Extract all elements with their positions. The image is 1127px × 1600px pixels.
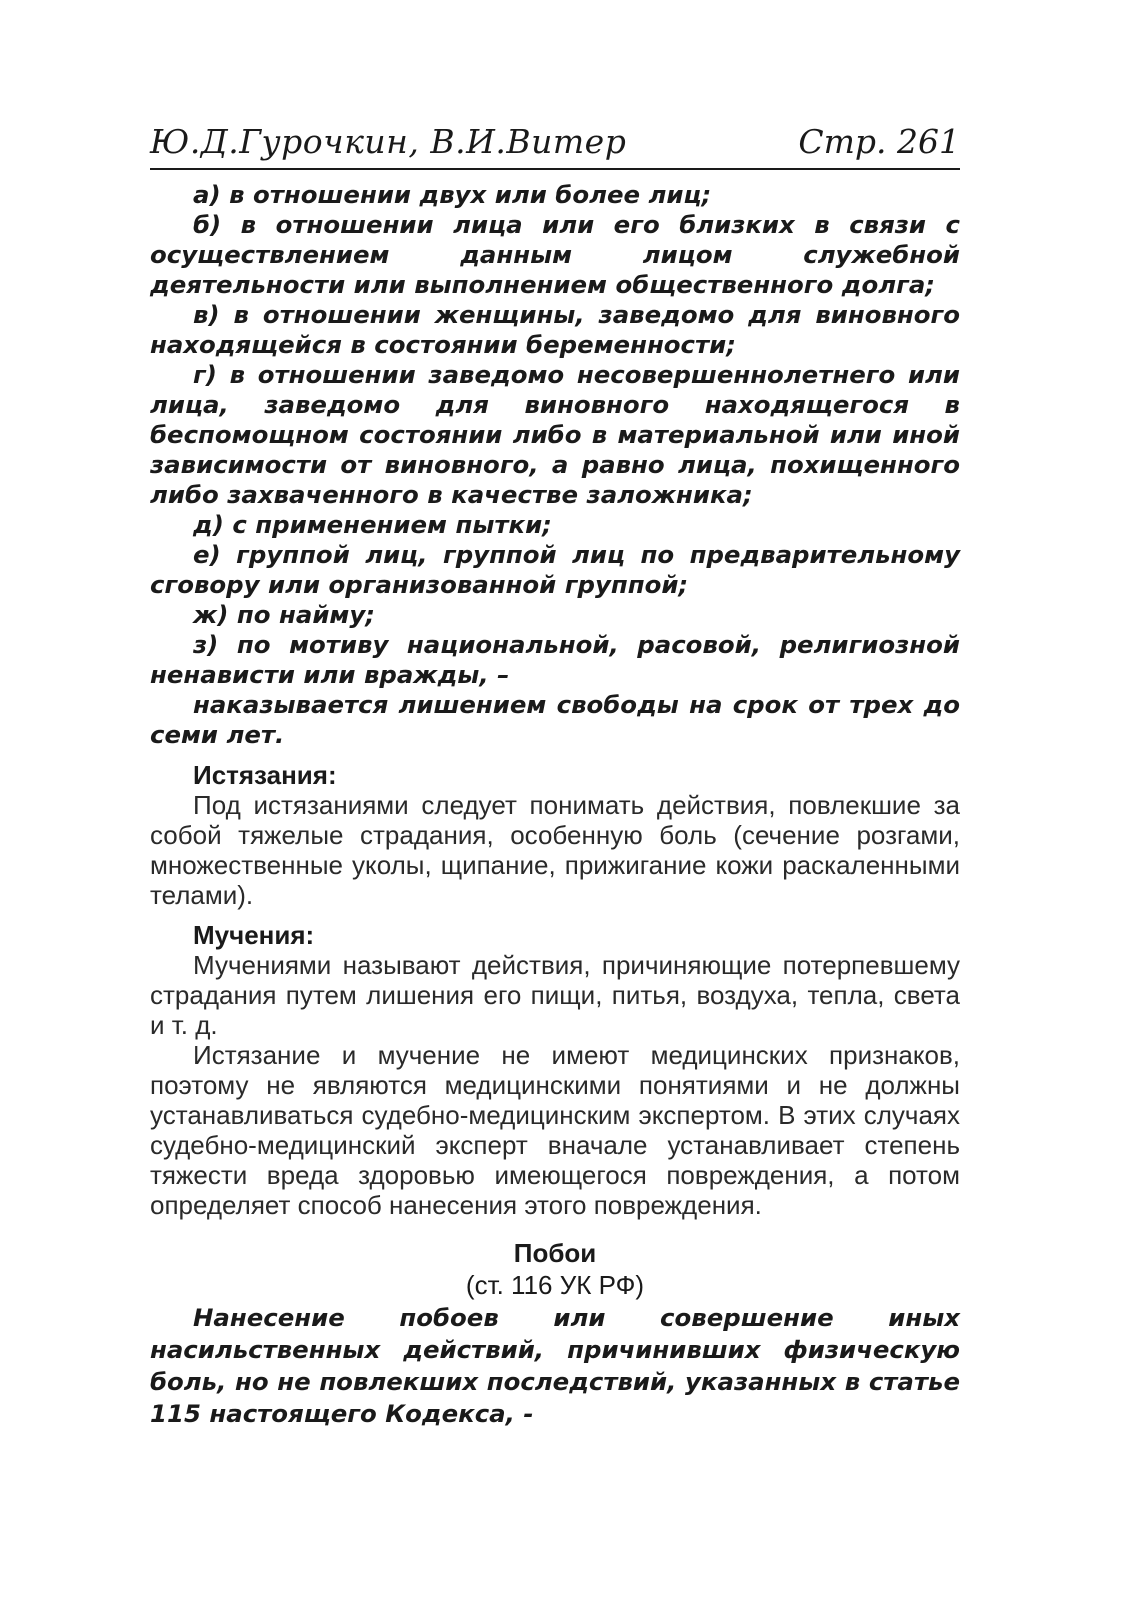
list-item-zh: ж) по найму;: [193, 600, 376, 629]
mucheniya-heading: Мучения:: [193, 920, 315, 950]
list-item-b: б) в отношении лица или его близких в связи с осуществлением данным лицом служебной деятельности или выполнением общественного долга;: [150, 210, 960, 299]
list-item-e: е) группой лиц, группой лиц по предварительному сговору или организованной группой;: [150, 540, 960, 599]
list-item-z: з) по мотиву национальной, расовой, религиозной ненависти или вражды, –: [150, 630, 960, 689]
list-item-d: д) с применением пытки;: [193, 510, 552, 539]
header-rule: [150, 168, 960, 170]
page-header: [150, 118, 960, 170]
page-number: Стр. 261: [798, 122, 960, 161]
poboi-text: Нанесение побоев или совершение иных насильственных действий, причинивших физическую боль, но не повлекших последствий, указанных в статье 115 настоящего Кодекса, -: [150, 1303, 960, 1428]
mucheniya-text: Мучениями называют действия, причиняющие потерпевшему страдания путем лишения его пищи, питья, воздуха, тепла, света и т. д.: [150, 950, 960, 1040]
list-item-v: в) в отношении женщины, заведомо для виновного находящейся в состоянии беременности;: [150, 300, 960, 359]
poboi-article: (ст. 116 УК РФ): [465, 1270, 645, 1300]
running-head-authors: Ю.Д.Гурочкин, В.И.Витер: [150, 122, 627, 161]
punishment-text: наказывается лишением свободы на срок от трех до семи лет.: [150, 690, 960, 749]
istyazaniya-text: Под истязаниями следует понимать действия, повлекшие за собой тяжелые страдания, особенную боль (сечение розгами, множественные уколы, щипание, прижигание кожи раскаленными телами).: [150, 790, 960, 910]
list-item-a: а) в отношении двух или более лиц;: [193, 180, 712, 209]
page-body: [150, 180, 960, 1430]
istyazaniya-heading: Истязания:: [193, 760, 337, 790]
list-item-g: г) в отношении заведомо несовершеннолетнего или лица, заведомо для виновного находящегося в беспомощном состоянии либо в материальной или иной зависимости от виновного, а равно лица, похищенного либо захваченного в качестве заложника;: [150, 360, 960, 509]
mucheniya-text-2: Истязание и мучение не имеют медицинских признаков, поэтому не являются медицинскими понятиями и не должны устанавливаться судебно-медицинским экспертом. В этих случаях судебно-медицинский эксперт вначале устанавливает степень тяжести вреда здоровью имеющегося повреждения, а потом определяет способ нанесения этого повреждения.: [150, 1040, 960, 1220]
poboi-title: Побои: [513, 1238, 597, 1268]
